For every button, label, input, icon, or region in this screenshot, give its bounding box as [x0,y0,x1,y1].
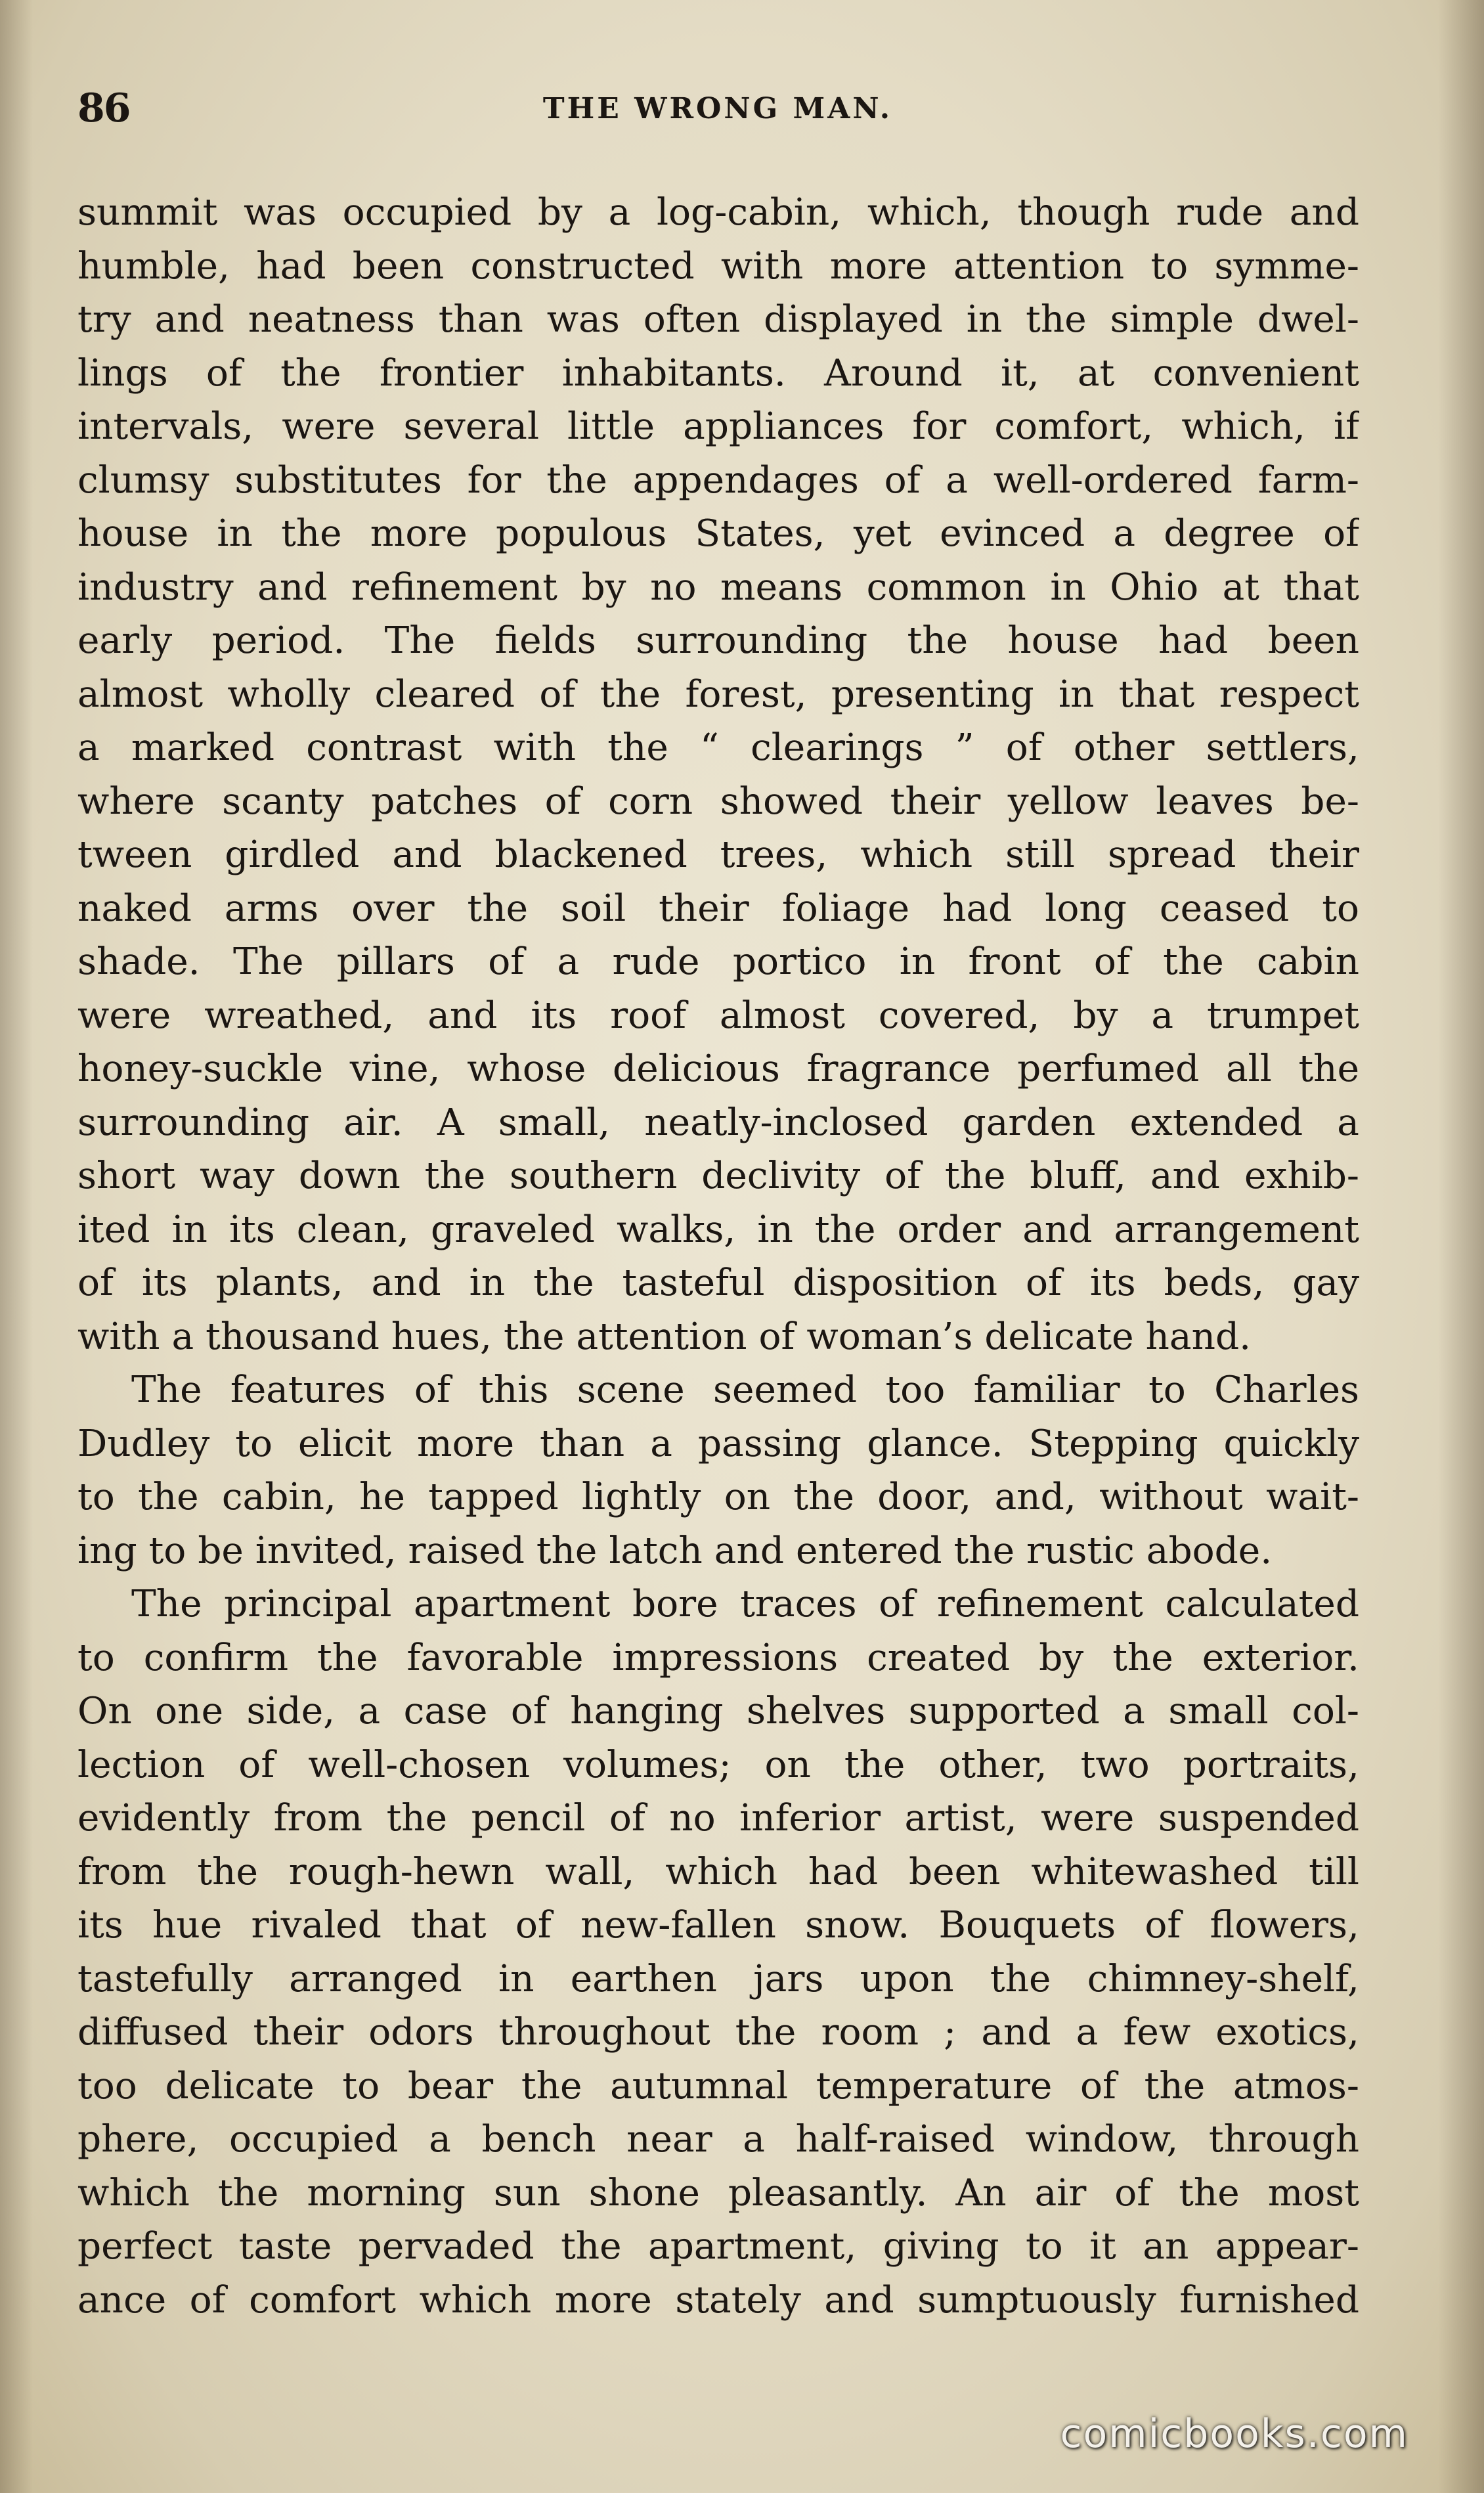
text-line: ited in its clean, graveled walks, in the order and arrangement [77,1208,1359,1251]
text-line: The principal apartment bore traces of refinement calculated [131,1583,1359,1625]
text-line: almost wholly cleared of the forest, presenting in that respect [77,673,1359,716]
text-line: a marked contrast with the “ clearings ” of other settlers, [77,726,1359,769]
text-line: evidently from the pencil of no inferior artist, were suspended [77,1797,1359,1840]
text-line: with a thousand hues, the attention of woman’s delicate hand. [77,1315,1252,1358]
page-right-edge-shadow [1438,0,1484,2493]
text-line: tastefully arranged in earthen jars upon the chimney-shelf, [77,1957,1359,2000]
text-line: of its plants, and in the tasteful disposition of its beds, gay [77,1262,1359,1304]
text-line: perfect taste pervaded the apartment, giving to it an appear- [77,2225,1359,2268]
text-line: phere, occupied a bench near a half-raised window, through [77,2118,1359,2161]
text-line: tween girdled and blackened trees, which still spread their [77,833,1359,876]
text-line: clumsy substitutes for the appendages of a well-ordered farm- [77,458,1359,502]
text-line: which the morning sun shone pleasantly. An air of the most [77,2171,1359,2215]
text-line: early period. The fields surrounding the house had been [77,619,1359,662]
watermark: comicbooks.com [1060,2411,1408,2457]
text-line: shade. The pillars of a rude portico in front of the cabin [77,940,1359,983]
text-line: ance of comfort which more stately and sumptuously furnished [77,2278,1359,2322]
text-line: intervals, were several little appliances for comfort, which, if [77,405,1359,448]
text-line: where scanty patches of corn showed their yellow leaves be- [77,780,1359,823]
page-number: 86 [77,85,130,131]
page-left-edge-shadow [0,0,33,2493]
text-line: lection of well-chosen volumes; on the other, two portraits, [77,1743,1359,1786]
page-header [77,85,1358,138]
text-line: Dudley to elicit more than a passing glance. Stepping quickly [77,1422,1359,1465]
text-line: On one side, a case of hanging shelves supported a small col- [77,1690,1359,1732]
text-line: house in the more populous States, yet evinced a degree of [77,512,1359,555]
text-line: its hue rivaled that of new-fallen snow. Bouquets of flowers, [77,1904,1359,1947]
text-line: from the rough-hewn wall, which had been whitewashed till [77,1850,1359,1893]
body-text [77,186,1359,2327]
text-line: were wreathed, and its roof almost covered, by a trumpet [77,994,1359,1037]
text-line: surrounding air. A small, neatly-inclosed garden extended a [77,1101,1359,1144]
text-line: to confirm the favorable impressions created by the exterior. [77,1636,1359,1679]
text-line: The features of this scene seemed too familiar to Charles [131,1369,1359,1411]
text-line: summit was occupied by a log-cabin, which, though rude and [77,191,1359,234]
text-line: too delicate to bear the autumnal temperature of the atmos- [77,2064,1359,2107]
text-line: try and neatness than was often displayed in the simple dwel- [77,298,1359,341]
text-line: naked arms over the soil their foliage had long ceased to [77,887,1359,930]
text-line: humble, had been constructed with more attention to symme- [77,244,1359,288]
text-line: industry and refinement by no means common in Ohio at that [77,565,1359,609]
text-line: honey-suckle vine, whose delicious fragrance perfumed all the [77,1048,1359,1090]
text-line: short way down the southern declivity of the bluff, and exhib- [77,1155,1359,1197]
text-line: ing to be invited, raised the latch and entered the rustic abode. [77,1529,1273,1572]
text-line: lings of the frontier inhabitants. Around it, at convenient [77,351,1359,395]
running-title: THE WRONG MAN. [542,92,893,125]
text-line: to the cabin, he tapped lightly on the door, and, without wait- [77,1476,1359,1518]
text-line: diffused their odors throughout the room ; and a few exotics, [77,2011,1359,2054]
